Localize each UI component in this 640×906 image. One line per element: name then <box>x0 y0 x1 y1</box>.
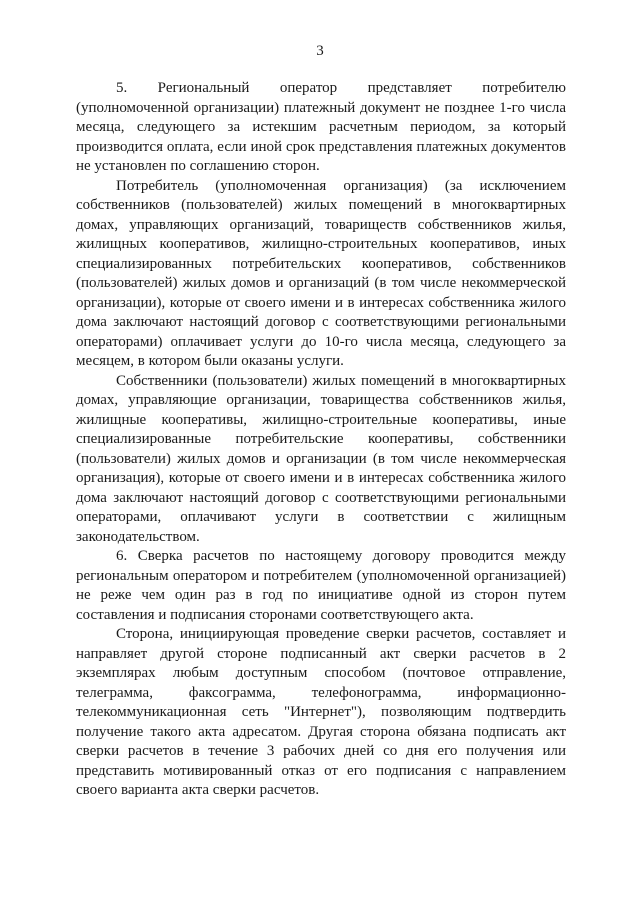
paragraph-reconciliation: 6. Сверка расчетов по настоящему договору проводится между региональным оператором и потребителем (уполномоченной организацией) не реже чем один раз в год по инициативе одной из сторон путем составления и подписания сторонами соответствующего акта. <box>76 548 566 623</box>
paragraph-reconciliation-act: Сторона, инициирующая проведение сверки расчетов, составляет и направляет другой стороне подписанный акт сверки расчетов в 2 экземплярах любым доступным способом (почтовое отправление, телеграмма, факсограмма, телефонограмма, информационно-телекоммуникационная сеть "Интернет"), позволяющим подтвердить получение такого акта адресатом. Другая сторона обязана подписать акт сверки расчетов в течение 3 рабочих дней со дня его получения или представить мотивированный отказ от его подписания с направлением своего варианта акта сверки расчетов. <box>76 626 566 798</box>
paragraph-payment-document: 5. Региональный оператор представляет потребителю (уполномоченной организации) платежный документ не позднее 1-го числа месяца, следующего за истекшим расчетным периодом, за который производится оплата, если иной срок представления платежных документов не установлен по соглашению сторон. <box>76 80 566 174</box>
paragraph-consumer-payment-deadline: Потребитель (уполномоченная организация) (за исключением собственников (пользователей) жилых помещений в многоквартирных домах, управляющих организаций, товариществ собственников жилья, жилищных кооперативов, жилищно-строительных кооперативов, иных специализированных потребительских кооперативов, собственников (пользователей) жилых домов и организаций (в том числе некоммерческой организации), которые от своего имени и в интересах собственника жилого дома заключают настоящий договор с соответствующими региональными операторами) оплачивает услуги до 10-го числа месяца, следующего за месяцем, в котором были оказаны услуги. <box>76 177 566 369</box>
paragraph-owners-payment: Собственники (пользователи) жилых помещений в многоквартирных домах, управляющие организации, товарищества собственников жилья, жилищные кооперативы, жилищно-строительные кооперативы, иные специализированные потребительские кооперативы, собственники (пользователи) жилых домов и организации (в том числе некоммерческая организация), которые от своего имени и в интересах собственника жилого дома заключают настоящий договор с соответствующими региональными операторами, оплачивают услуги в соответствии с жилищным законодательством. <box>76 372 566 545</box>
document-body <box>76 79 566 801</box>
page-number: 3 <box>316 43 324 59</box>
